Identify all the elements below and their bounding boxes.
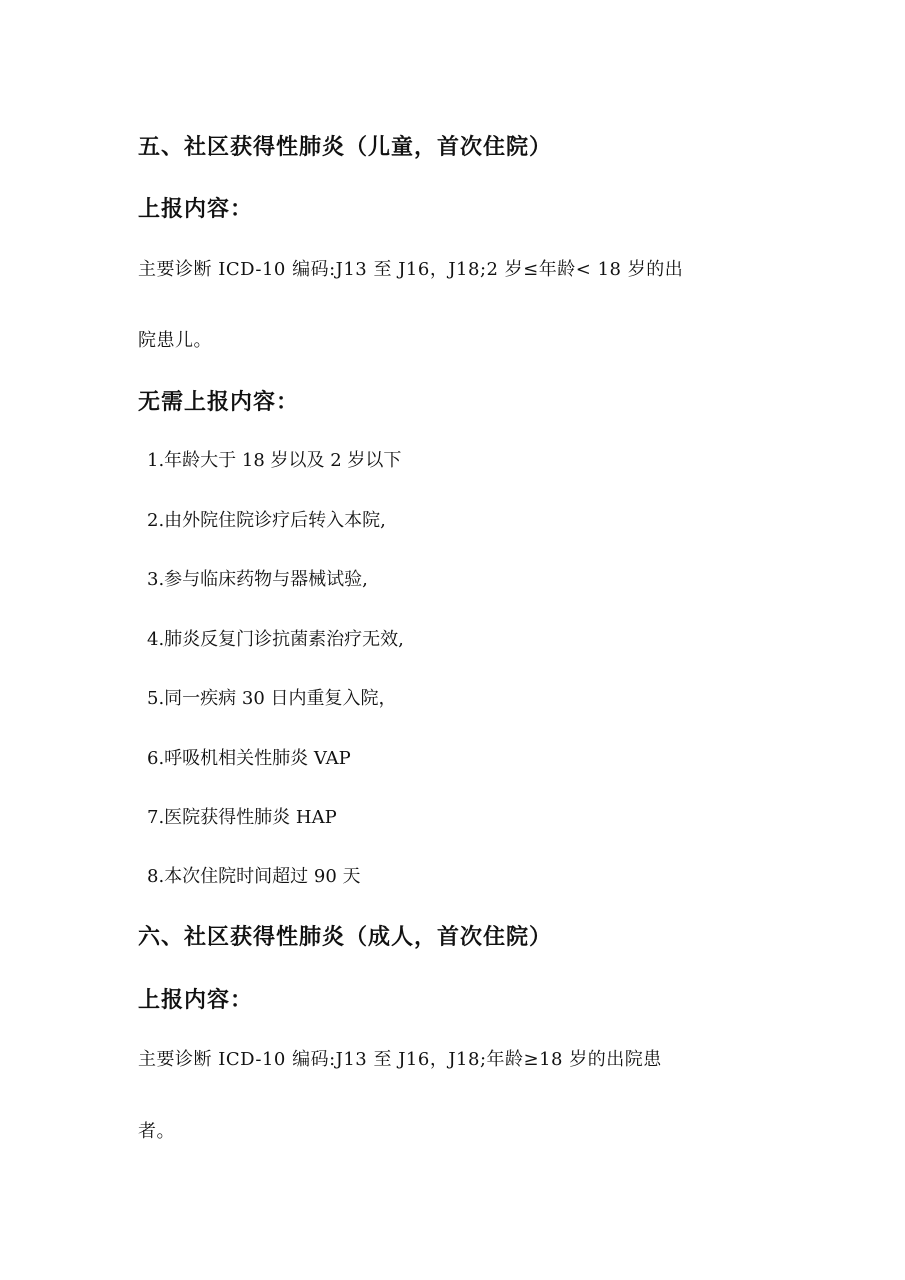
list-item: 8.本次住院时间超过 90 天 xyxy=(147,866,361,887)
section5-title: 五、社区获得性肺炎（儿童，首次住院） xyxy=(138,135,553,160)
section6-report-text-line1: 主要诊断 ICD-10 编码:J13 至 J16，J18;年龄≥18 岁的出院患 xyxy=(138,1049,662,1070)
list-item: 7.医院获得性肺炎 HAP xyxy=(147,807,337,828)
section6-title: 六、社区获得性肺炎（成人，首次住院） xyxy=(138,925,553,950)
list-item: 6.呼吸机相关性肺炎 VAP xyxy=(147,748,351,769)
section6-report-text-line2: 者。 xyxy=(138,1121,175,1142)
list-item: 4.肺炎反复门诊抗菌素治疗无效, xyxy=(147,629,404,650)
list-item: 5.同一疾病 30 日内重复入院， xyxy=(147,688,397,709)
list-item: 1.年龄大于 18 岁以及 2 岁以下 xyxy=(147,450,402,471)
list-item: 2.由外院住院诊疗后转入本院, xyxy=(147,510,386,531)
section5-report-text-line2: 院患儿。 xyxy=(138,330,212,351)
section6-report-heading: 上报内容： xyxy=(138,988,254,1013)
section5-report-heading: 上报内容： xyxy=(138,197,254,222)
section5-exempt-heading: 无需上报内容： xyxy=(138,390,300,415)
section5-report-text-line1: 主要诊断 ICD-10 编码:J13 至 J16，J18;2 岁≤年龄< 18 岁的出 xyxy=(138,259,684,280)
list-item: 3.参与临床药物与器械试验, xyxy=(147,569,368,590)
